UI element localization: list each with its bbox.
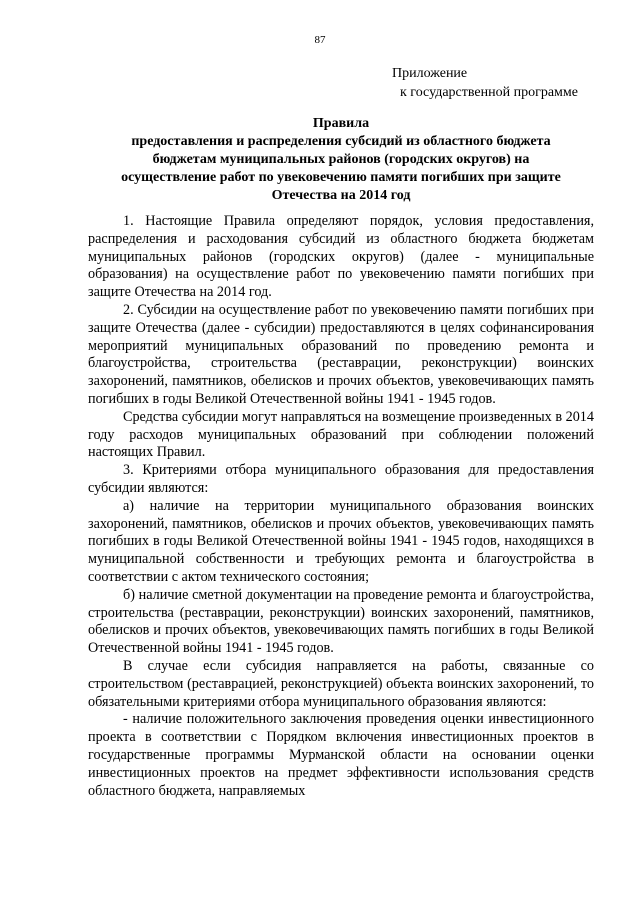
title-line: осуществление работ по увековечению памяти погибших при защите bbox=[121, 170, 561, 185]
appendix-line: к государственной программе bbox=[400, 85, 578, 100]
page-number: 87 bbox=[314, 34, 326, 46]
paragraph: 3. Критериями отбора муниципального образования для предоставления субсидии являются: bbox=[88, 462, 594, 496]
title-line: бюджетам муниципальных районов (городских округов) на bbox=[152, 152, 530, 167]
document-title bbox=[88, 115, 594, 205]
paragraph: - наличие положительного заключения проведения оценки инвестиционного проекта в соответствии с Порядком включения инвестиционных проектов в государственные программы Мурманской области на основании оценки инвестиционных проектов на предмет эффективности использования средств областного бюджета, направляемых bbox=[88, 711, 594, 799]
title-line: Отечества на 2014 год bbox=[271, 188, 411, 203]
title-line: предоставления и распределения субсидий из областного бюджета bbox=[131, 134, 551, 149]
paragraph: 1. Настоящие Правила определяют порядок, условия предоставления, распределения и расходования субсидий из областного бюджета бюджетам муниципальных районов (городских округов) (далее - муниципальные образования) на осуществление работ по увековечению памяти погибших при защите Отечества на 2014 год. bbox=[88, 213, 594, 301]
document-body bbox=[88, 213, 594, 800]
appendix-note bbox=[392, 64, 578, 102]
paragraph: а) наличие на территории муниципального образования воинских захоронений, памятников, обелисков и прочих объектов, увековечивающих память погибших в годы Великой Отечественной войны 1941 - 1945 годов, находящихся в муниципальной собственности и требующих ремонта и благоустройства в соответствии с актом технического состояния; bbox=[88, 497, 594, 585]
appendix-line: Приложение bbox=[392, 66, 468, 81]
paragraph: 2. Субсидии на осуществление работ по увековечению памяти погибших при защите Отечества (далее - субсидии) предоставляются в целях софинансирования мероприятий муниципальных образований по проведению ремонта и благоустройства, строительства (реставрации, реконструкции) воинских захоронений, памятников, обелисков и прочих объектов, увековечивающих память погибших в годы Великой Отечественной войны 1941 - 1945 годов. bbox=[88, 301, 594, 407]
paragraph: Средства субсидии могут направляться на возмещение произведенных в 2014 году расходов муниципальных образований при соблюдении положений настоящих Правил. bbox=[88, 408, 594, 461]
paragraph: В случае если субсидия направляется на работы, связанные со строительством (реставрацией, реконструкцией) объекта воинских захоронений, то обязательными критериями отбора муниципального образования являются: bbox=[88, 657, 594, 710]
paragraph: б) наличие сметной документации на проведение ремонта и благоустройства, строительства (реставрации, реконструкции) воинских захоронений, памятников, обелисков и прочих объектов, увековечивающих память погибших в годы Великой Отечественной войны 1941 - 1945 годов. bbox=[88, 586, 594, 657]
title-line: Правила bbox=[312, 116, 370, 131]
